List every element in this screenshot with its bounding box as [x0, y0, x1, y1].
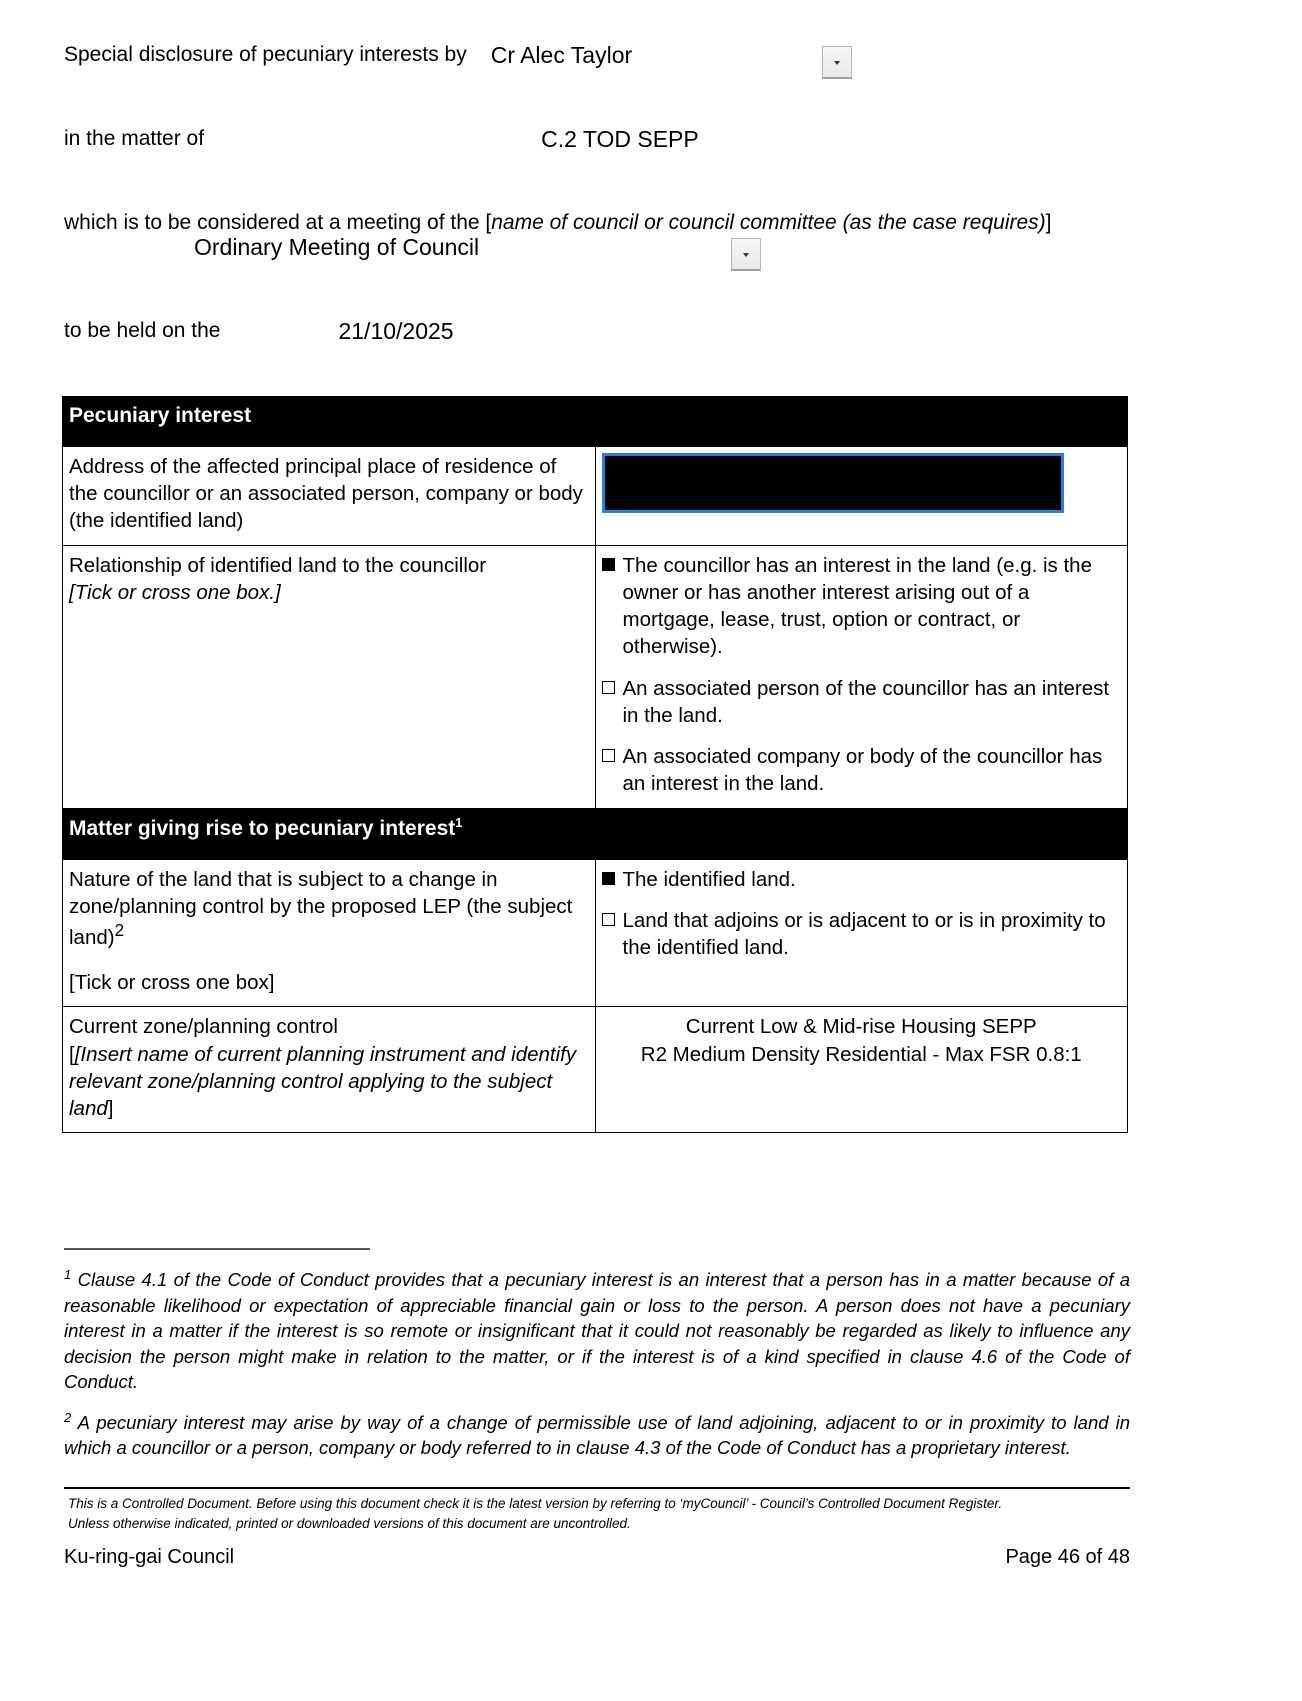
footnote-1-text: Clause 4.1 of the Code of Conduct provides that a pecuniary interest is an interest that a person has in a matter because of a reasonable likelihood or expectation of appreciable financial gain or loss to the person. A person does not have a pecuniary interest in a matter if the interest is so remote or insignificant that it could not reasonably be regarded as likely to influence any decision the person might make in relation to the matter, or if the interest is of a kind specified in clause 4.6 of the Code of Conduct.	[64, 1269, 1130, 1393]
zone-instruction-tail: ]	[107, 1097, 114, 1121]
checkbox-icon[interactable]	[602, 558, 615, 571]
relationship-options-cell	[595, 545, 1128, 808]
section-title-pecuniary-interest: Pecuniary interest	[63, 397, 1128, 447]
chevron-down-icon[interactable]	[822, 46, 852, 79]
footer-separator	[64, 1487, 1130, 1489]
checkbox-label: Land that adjoins or is adjacent to or is in proximity to the identified land.	[622, 908, 1106, 960]
footnote-2-marker: 2	[64, 1409, 72, 1425]
meeting-date-label: to be held on the	[64, 319, 221, 342]
pecuniary-interest-table	[62, 396, 1128, 1133]
redaction-box[interactable]	[602, 453, 1064, 513]
controlled-document-note	[68, 1494, 1128, 1535]
controlled-document-note-line-2: Unless otherwise indicated, printed or downloaded versions of this document are uncontrolled.	[68, 1516, 631, 1532]
section-header-matter	[63, 808, 1128, 859]
meeting-date-line	[64, 318, 1238, 346]
checkbox-option-adjoining-land[interactable]	[602, 907, 1122, 962]
footnote-1-marker: 1	[64, 1267, 72, 1282]
zone-value-cell[interactable]	[595, 1007, 1128, 1133]
checkbox-icon[interactable]	[602, 681, 615, 694]
section-title-matter-cell	[63, 808, 1128, 859]
checkbox-icon[interactable]	[602, 749, 615, 762]
table-row-nature	[63, 859, 1128, 1007]
address-value-cell[interactable]	[595, 446, 1128, 545]
zone-instruction: [Insert name of current planning instrument and identify relevant zone/planning control applying to the subject land	[69, 1042, 577, 1121]
nature-label	[69, 866, 589, 952]
checkbox-option-councillor-interest[interactable]	[602, 552, 1122, 661]
checkbox-option-associated-company[interactable]	[602, 743, 1122, 798]
section-header-pecuniary-interest	[63, 397, 1128, 447]
page-footer	[64, 1546, 1130, 1569]
zone-value-line-1: Current Low & Mid-rise Housing SEPP	[685, 1015, 1037, 1039]
meeting-date-value[interactable]: 21/10/2025	[338, 318, 454, 344]
checkbox-label: An associated person of the councillor has an interest in the land.	[622, 676, 1110, 727]
footnote-2-text: A pecuniary interest may arise by way of a change of permissible use of land adjoining, adjacent to or in proximity to land in which a councillor or a person, company or body referred to in clause 4.3 of the Code of Conduct has a proprietary interest.	[64, 1411, 1130, 1459]
disclosure-by-line	[64, 42, 1238, 82]
table-row-address	[63, 446, 1128, 545]
controlled-document-note-line-1: This is a Controlled Document. Before using this document check it is the latest version by referring to ‘myCouncil’ - Council’s Controlled Document Register.	[68, 1496, 1003, 1511]
meeting-value[interactable]: Ordinary Meeting of Council	[194, 234, 480, 261]
nature-footnote-marker: 2	[114, 921, 125, 941]
nature-instruction: [Tick or cross one box]	[69, 971, 275, 995]
checkbox-option-associated-person[interactable]	[602, 675, 1122, 730]
disclosure-by-label: Special disclosure of pecuniary interests by	[64, 43, 467, 66]
checkbox-icon[interactable]	[602, 913, 615, 926]
zone-value-line-2: R2 Medium Density Residential - Max FSR 0.8:1	[640, 1042, 1082, 1066]
footnotes-block	[64, 1266, 1130, 1475]
page-number: Page 46 of 48	[1005, 1546, 1130, 1568]
nature-options-cell	[595, 859, 1128, 1007]
relationship-label: Relationship of identified land to the councillor	[69, 553, 487, 577]
checkbox-label: An associated company or body of the councillor has an interest in the land.	[622, 745, 1103, 796]
checkbox-icon[interactable]	[602, 872, 615, 885]
council-name: Ku-ring-gai Council	[64, 1546, 235, 1568]
footnote-1	[64, 1266, 1130, 1395]
checkbox-option-identified-land[interactable]	[602, 866, 1122, 893]
relationship-instruction: [Tick or cross one box.]	[69, 580, 281, 604]
section-title-matter: Matter giving rise to pecuniary interest	[69, 816, 456, 840]
nature-label-cell	[63, 859, 596, 1007]
meeting-label-italic: name of council or council committee (as the case requires)	[491, 211, 1046, 234]
councillor-name-value[interactable]: Cr Alec Taylor	[490, 42, 633, 68]
table-row-zone	[63, 1007, 1128, 1133]
meeting-label-part-b: ]	[1045, 211, 1052, 234]
matter-line	[64, 126, 1238, 154]
checkbox-label: The councillor has an interest in the land (e.g. is the owner or has another interest arising out of a mortgage, lease, trust, option or contract, or otherwise).	[622, 553, 1092, 659]
relationship-label-cell	[63, 545, 596, 808]
zone-label: Current zone/planning control	[69, 1015, 338, 1039]
nature-label-text: Nature of the land that is subject to a change in zone/planning control by the proposed LEP (the subject land)	[69, 867, 573, 949]
checkbox-label: The identified land.	[622, 867, 796, 891]
matter-value[interactable]: C.2 TOD SEPP	[541, 126, 699, 152]
address-label: Address of the affected principal place of residence of the councillor or an associated person, company or body (the identified land)	[63, 446, 596, 545]
footnote-separator	[64, 1248, 370, 1250]
zone-instruction-cell: [[Insert name of current planning instrument and identify relevant zone/planning control applying to the subject land]	[69, 1042, 577, 1121]
meeting-line	[64, 208, 1238, 271]
section-title-matter-footnote-marker: 1	[455, 814, 463, 830]
zone-label-cell	[63, 1007, 596, 1133]
matter-label: in the matter of	[64, 127, 205, 150]
meeting-label-part-a: which is to be considered at a meeting of the [	[64, 211, 492, 234]
footnote-2	[64, 1409, 1130, 1461]
table-row-relationship	[63, 545, 1128, 808]
chevron-down-icon[interactable]	[731, 238, 761, 271]
